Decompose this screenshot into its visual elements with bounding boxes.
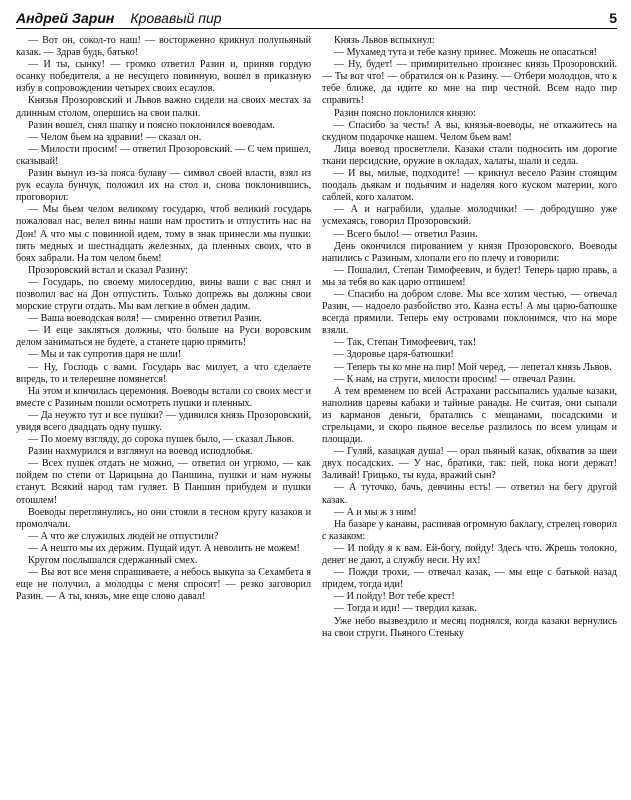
paragraph: — Всех пушек отдать не можно, — ответил он угрюмо, — как пойдем по степи от Царицына до Паншина, пушки и нам нужны станут. Всякий народ там гуляет. В Паншин прибудем и пушки отошлем! [16, 458, 311, 506]
paragraph: — Так, Степан Тимофеевич, так! [334, 337, 477, 349]
paragraph: — Ну, Господь с вами. Государь вас милует, а что сделаете впредь, то и телерешне помянется! [16, 361, 311, 385]
paragraph: — И ты, сынку! — громко ответил Разин и, приняв гордую осанку победителя, а не несущего повинную, вошел в приказную избу в сопровождении четырех своих есаулов. [16, 59, 311, 95]
text-columns [16, 35, 617, 640]
paragraph: — И вы, милые, подходите! — крикнул весело Разин стоящим поодаль дьякам и подьячим и наделяя кого куском материи, кого саблей, кого халатом. [322, 168, 617, 204]
paragraph: — Гуляй, казацкая душа! — орал пьяный казак, обхватив за шеи двух посадских. — У нас, братики, так: пей, пока ноги держат! Заливай! Грицько, ты куда, вражий сын? [322, 446, 617, 482]
paragraph: — Тогда и иди! — твердил казак. [334, 603, 477, 615]
page-number: 5 [609, 10, 617, 26]
paragraph: — По моему взгляду, до сорока пушек было, — сказал Львов. [28, 434, 294, 446]
paragraph: — И пойду! Вот тебе крест! [334, 591, 455, 603]
paragraph: — Вы вот все меня спрашиваете, а небось выкупа за Сехамбета я еще не получил, а молодцы с меня спросят! — резко заговорил Разин. — А ты, князь, мне еще слово давал! [16, 567, 311, 603]
paragraph: — Пошалил, Степан Тимофеевич, и будет! Теперь царю правь, а мы за тебя во как царю отпишем! [322, 264, 617, 288]
paragraph: — А нешто мы их держим. Пущай идут. А неволить не можем! [28, 542, 300, 554]
paragraph: — Милости просим! — ответил Прозоровский. — С чем пришел, сказывай! [16, 143, 311, 167]
paragraph: Разин поясно поклонился князю: [334, 107, 476, 119]
paragraph: А тем временем по всей Астрахани рассыпались удалые казаки, наполнив царевы кабаки и тайные ранады. Не считая, они сыпали из карманов деньги, братались с мещанами, посадскими и стрельцами, и скоро пьяное веселье разлилось по всем улицам и площади. [322, 385, 617, 446]
paragraph: — Да неужто тут и все пушки? — удивился князь Прозоровский, увидя всего двадцать одну пушку. [16, 409, 311, 433]
paragraph: Прозоровский встал и сказал Разину: [28, 264, 189, 276]
paragraph: — А что же служилых людей не отпустили? [28, 530, 219, 542]
paragraph: День окончился пированием у князя Прозоровского. Воеводы напились с Разиным, хлопали его по плечу и говорили: [322, 240, 617, 264]
paragraph: — Вот он, сокол-то наш! — восторженно крикнул полупьяный казак. — Здрав будь, батько! [16, 35, 311, 59]
paragraph: — Ваша воеводская воля! — смиренно ответил Разин. [28, 313, 262, 325]
paragraph: На базаре у канавы, распивая огромную баклагу, стрелец говорил с казаком: [322, 518, 617, 542]
paragraph: — И еще закляться должны, что больше на Руси воровским делом заниматься не будете, а станете царю прямить! [16, 325, 311, 349]
paragraph: — Государь, по своему милосердию, вины ваши с вас снял и позволил вас на Дон отпустить. Только допрежь вы должны свои морские струги отдать. Мы вам легкие в обмен дадим. [16, 276, 311, 313]
paragraph: Лица воевод просветлели. Казаки стали подносить им дорогие ткани персидские, оружие в окладах, халаты, шали и седла. [322, 143, 617, 167]
paragraph: Князь Львов вспыхнул: [334, 35, 435, 46]
paragraph: — К нам, на струги, милости просим! — отвечал Разин. [334, 373, 576, 385]
paragraph: Воеводы переглянулись, но они стояли в тесном кругу казаков и промолчали. [16, 506, 311, 530]
paragraph: — Мухамед тута и тебе казну принес. Можешь не опасаться! [334, 47, 597, 59]
paragraph: — Всего было! — ответил Разин. [334, 228, 478, 240]
paragraph: Кругом послышался сдержанный смех. [28, 555, 198, 567]
paragraph: — Мы и так супротив царя не шли! [28, 349, 182, 361]
author-name: Андрей Зарин [16, 10, 115, 26]
paragraph: — И пойду я к вам. Ей-богу, пойду! Здесь что. Жрешь толокно, денег не дают, а службу неси. Ну их! [322, 542, 617, 567]
paragraph: Уже небо вызвездило и месяц поднялся, когда казаки вернулись на свои струги. Пьяного Стеньку [322, 615, 617, 639]
paragraph: — Теперь ты ко мне на пир! Мой черед, — лепетал князь Львов. [334, 361, 612, 373]
left-column [16, 35, 311, 640]
paragraph: — Спасибо на добром слове. Мы все хотим честью, — отвечал Разин, — надоело разбойство это. Казна есть! А мы царю-батюшке всегда прямили. Теперь ему островами поклонимся, что на море взяли. [322, 288, 617, 337]
running-header [16, 10, 617, 29]
paragraph: — Здоровье царя-батюшки! [334, 349, 454, 361]
paragraph: — Мы бьем челом великому государю, чтоб великий государь пожаловал нас, велел вины наши нам простить и отпустить нас на Дон! А что мы с повинной идем, тому в знак принесли мы пушки: пять медных и шестнадцать железных, да пленных своих, что в боях забрали. На том челом бьем! [16, 204, 311, 264]
paragraph: Разин вошел, снял шапку и поясно поклонился воеводам. [28, 119, 275, 131]
paragraph: — А и мы ж з ним! [334, 506, 417, 518]
paragraph: — Челом бьем на здравии! — сказал он. [28, 131, 202, 143]
paragraph: — А и награбили, удалые молодчики! — добродушно уже усмехаясь, говорил Прозоровский. [322, 204, 617, 228]
paragraph: На этом и кончилась церемония. Воеводы встали со своих мест и вместе с Разиным пошли осмотреть пушки и пленных. [16, 385, 311, 409]
paragraph: Разин нахмурился и взглянул на воевод исподлобья. [28, 446, 253, 458]
paragraph: — Ну, будет! — примирительно произнес князь Прозоровский. — Ты вот что! — обратился он к Разину. — Отбери молодцов, что к тебе ближе, да идите ко мне на пир честной. Всем надо пир справить! [322, 59, 617, 107]
paragraph: — Спасибо за честь! А вы, князья-воеводы, не откажитесь на скудном подарочке нашем. Челом бьем вам! [322, 119, 617, 143]
paragraph: — А туточко, бачь, девчины есть! — ответил на бегу другой казак. [322, 482, 617, 506]
right-column [322, 35, 617, 640]
paragraph: Разин вынул из-за пояса булаву — символ своей власти, взял из рук есаула бунчук, положил их на стол и, снова поклонившись, проговорил: [16, 168, 311, 204]
paragraph: Князья Прозоровский и Львов важно сидели на своих местах за длинным столом, опершись на свои палки. [16, 95, 311, 119]
paragraph: — Пожди трохи, — отвечал казак, — мы еще с батькой назад придем, тогда иди! [322, 567, 617, 591]
book-title: Кровавый пир [130, 10, 222, 26]
